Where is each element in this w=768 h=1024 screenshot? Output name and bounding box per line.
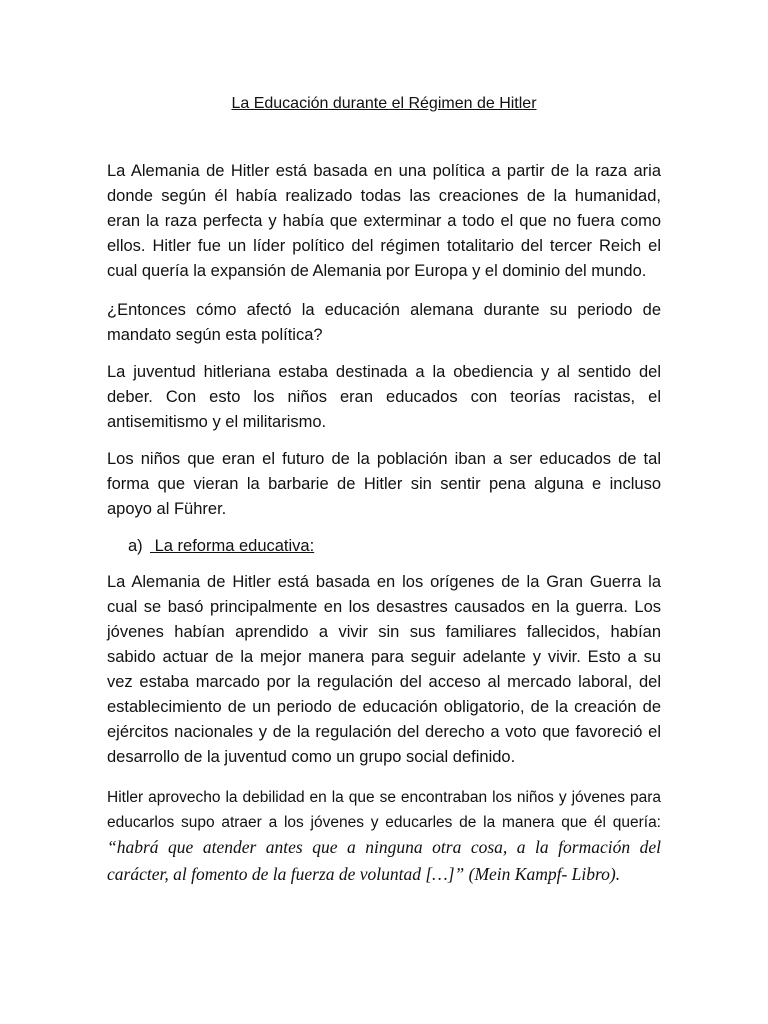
section-heading-reforma [128, 534, 314, 558]
paragraph-intro: La Alemania de Hitler está basada en una política a partir de la raza aria donde según él había realizado todas las creaciones de la humanidad, eran la raza perfecta y había que exterminar a todo el que no fuera como ellos. Hitler fue un líder político del régimen totalitario del tercer Reich el cual quería la expansión de Alemania por Europa y el dominio del mundo. [107, 162, 661, 280]
paragraph-children: Los niños que eran el futuro de la población iban a ser educados de tal forma que vieran la barbarie de Hitler sin sentir pena alguna e incluso apoyo al Führer. [107, 450, 661, 518]
quote-end: . [615, 863, 621, 884]
paragraph-quote [107, 786, 661, 888]
quote-text: “habrá que atender antes que a ninguna otra cosa, a la formación del carácter, al fomento de la fuerza de voluntad […]” (Mein Kampf- Libro) [107, 837, 661, 884]
section-marker: a) [128, 537, 143, 555]
paragraph-quote-intro: Hitler aprovecho la debilidad en la que se encontraban los niños y jóvenes para educarlos supo atraer a los jóvenes y educarles de la manera que él quería: [107, 789, 661, 831]
paragraph-youth: La juventud hitleriana estaba destinada a la obediencia y al sentido del deber. Con esto los niños eran educados con teorías racistas, el antisemitismo y el militarismo. [107, 363, 661, 431]
document-title: La Educación durante el Régimen de Hitler [231, 95, 537, 112]
paragraph-reforma: La Alemania de Hitler está basada en los orígenes de la Gran Guerra la cual se basó principalmente en los desastres causados en la guerra. Los jóvenes habían aprendido a vivir sin sus familiares fallecidos, habían sabido actuar de la mejor manera para seguir adelante y vivir. Esto a su vez estaba marcado por la regulación del acceso al mercado laboral, del establecimiento de un periodo de educación obligatorio, de la creación de ejércitos nacionales y de la regulación del derecho a voto que favoreció el desarrollo de la juventud como un grupo social definido. [107, 573, 661, 766]
section-title: La reforma educativa: [154, 537, 315, 555]
paragraph-question: ¿Entonces cómo afectó la educación alemana durante su periodo de mandato según esta política? [107, 301, 661, 344]
